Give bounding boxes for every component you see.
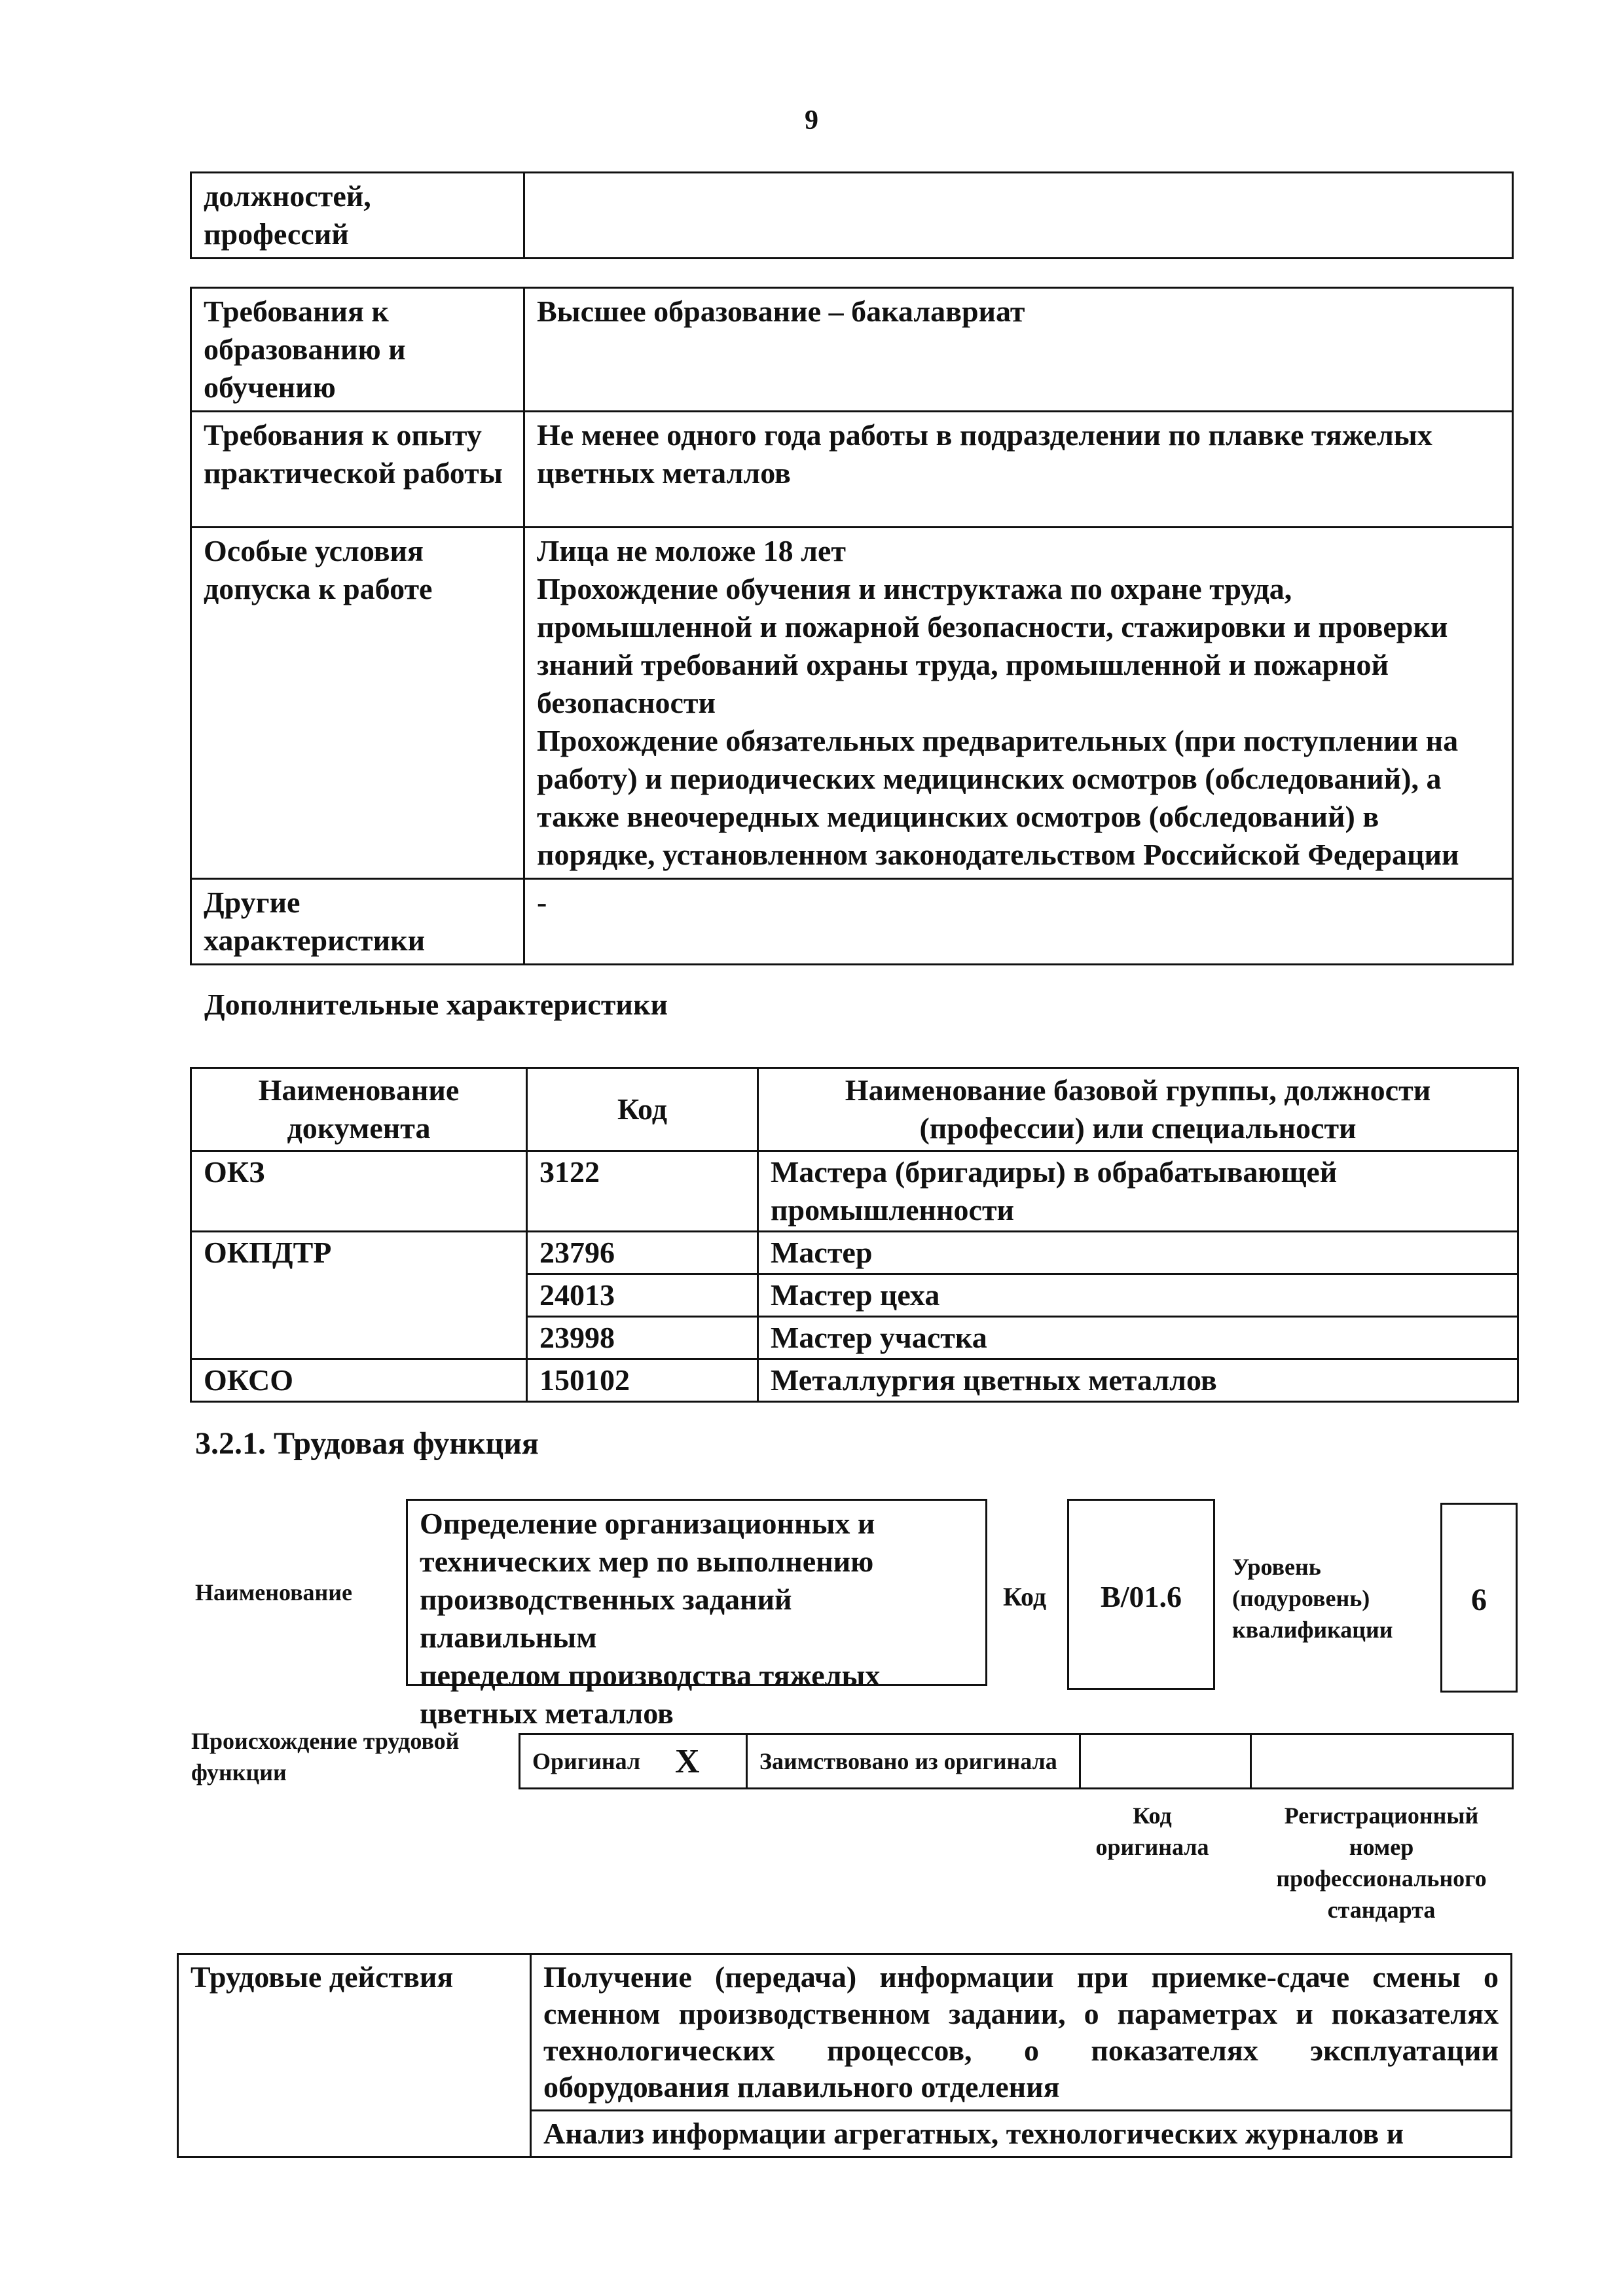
registration-number-cell: [1251, 1734, 1513, 1789]
labor-actions-table: [177, 1953, 1512, 2158]
additional-table: [190, 1067, 1519, 1403]
level-label: [1232, 1551, 1393, 1645]
requirement-line: Прохождение обучения и инструктажа по охране труда,: [537, 572, 1292, 605]
page-number: 9: [805, 105, 818, 135]
requirement-line: порядке, установленном законодательством Российской Федерации: [537, 838, 1459, 871]
requirement-value: [524, 412, 1513, 528]
requirement-line: знаний требований охраны труда, промышленной и пожарной: [537, 648, 1389, 681]
requirement-line: цветных металлов: [537, 456, 791, 490]
action-item: Анализ информации агрегатных, технологических журналов и: [531, 2111, 1512, 2157]
original-label: Оригинал: [520, 1734, 676, 1789]
registration-caption-line: Регистрационный: [1284, 1803, 1479, 1829]
header-code: Код: [527, 1068, 758, 1151]
table-row: [191, 1151, 1518, 1232]
doc-cell: ОКЗ: [191, 1151, 527, 1232]
function-name-line: технических мер по выполнению: [420, 1545, 874, 1578]
requirement-line: работу) и периодических медицинских осмотров (обследований), а: [537, 762, 1442, 795]
requirement-line: Высшее образование – бакалавриат: [537, 295, 1025, 328]
doc-cell: [191, 1317, 527, 1359]
origin-row: [520, 1734, 1513, 1789]
table-row: [191, 1274, 1518, 1317]
origin-label: [191, 1725, 459, 1788]
origin-label-line: функции: [191, 1759, 287, 1785]
requirement-line: безопасности: [537, 686, 716, 719]
registration-caption: [1244, 1800, 1519, 1926]
continuation-table: [190, 171, 1514, 259]
origin-table: [519, 1733, 1514, 1789]
level-label-line: (подуровень): [1232, 1585, 1370, 1611]
code-caption-line: Код: [1133, 1803, 1172, 1829]
function-code-label: Код: [1003, 1582, 1047, 1611]
requirement-row: [191, 288, 1513, 412]
labor-function-heading: 3.2.1. Трудовая функция: [195, 1426, 539, 1461]
action-row: [178, 1954, 1512, 2111]
function-name-label: Наименование: [195, 1579, 352, 1605]
requirement-value: [524, 879, 1513, 965]
requirement-label: Особые условия допуска к работе: [191, 528, 524, 879]
borrowed-label: Заимствовано из оригинала: [747, 1734, 1080, 1789]
table-row: [191, 1359, 1518, 1402]
function-name-line: переделом производства тяжелых: [420, 1659, 881, 1692]
code-cell: 150102: [527, 1359, 758, 1402]
requirement-row: [191, 879, 1513, 965]
requirement-row: [191, 528, 1513, 879]
registration-caption-line: стандарта: [1327, 1897, 1436, 1923]
requirement-label: Требования к опыту практической работы: [191, 412, 524, 528]
requirement-value: [524, 288, 1513, 412]
name-cell: Мастера (бригадиры) в обрабатывающей промышленности: [758, 1151, 1518, 1232]
requirement-line: -: [537, 886, 547, 919]
name-cell: Мастер цеха: [758, 1274, 1518, 1317]
code-cell: 3122: [527, 1151, 758, 1232]
original-mark: X: [675, 1734, 747, 1789]
code-cell: 23796: [527, 1232, 758, 1274]
registration-caption-line: профессионального: [1276, 1865, 1487, 1892]
continuation-label: должностей, профессий: [191, 173, 524, 259]
additional-header-row: [191, 1068, 1518, 1151]
code-cell: 23998: [527, 1317, 758, 1359]
additional-title: Дополнительные характеристики: [204, 988, 668, 1021]
table-row: [191, 1317, 1518, 1359]
original-code-cell: [1080, 1734, 1251, 1789]
function-code-box: B/01.6: [1067, 1499, 1215, 1690]
requirement-line: также внеочередных медицинских осмотров (обследований) в: [537, 800, 1379, 833]
function-name-box: [406, 1499, 987, 1730]
level-label-line: Уровень: [1232, 1554, 1321, 1580]
header-name: Наименование базовой группы, должности (профессии) или специальности: [758, 1068, 1518, 1151]
code-caption: [1087, 1800, 1218, 1863]
requirement-line: Лица не моложе 18 лет: [537, 534, 846, 567]
header-document: Наименование документа: [191, 1068, 527, 1151]
requirements-table: [190, 287, 1514, 965]
registration-caption-line: номер: [1349, 1834, 1414, 1860]
requirement-label: Требования к образованию и обучению: [191, 288, 524, 412]
requirement-line: Прохождение обязательных предварительных (при поступлении на: [537, 724, 1459, 757]
name-cell: Металлургия цветных металлов: [758, 1359, 1518, 1402]
doc-cell: [191, 1274, 527, 1317]
doc-cell: ОКПДТР: [191, 1232, 527, 1274]
function-name-line: производственных заданий плавильным: [420, 1583, 792, 1654]
origin-label-line: Происхождение трудовой: [191, 1728, 460, 1754]
doc-cell: ОКСО: [191, 1359, 527, 1402]
continuation-value: [524, 173, 1513, 259]
level-label-line: квалификации: [1232, 1617, 1393, 1643]
function-name-line: Определение организационных и: [420, 1507, 875, 1540]
action-item: Получение (передача) информации при приемке-сдаче смены о сменном производственном задании, о параметрах и показателях технологических процессов, о показателях эксплуатации оборудования плавильного отделения: [531, 1954, 1512, 2111]
code-caption-line: оригинала: [1095, 1834, 1209, 1860]
actions-label: Трудовые действия: [178, 1954, 531, 2157]
requirement-line: промышленной и пожарной безопасности, стажировки и проверки: [537, 610, 1448, 643]
requirement-label: Другие характеристики: [191, 879, 524, 965]
level-value-box: 6: [1440, 1503, 1518, 1693]
name-cell: Мастер участка: [758, 1317, 1518, 1359]
table-row: [191, 1232, 1518, 1274]
requirement-row: [191, 412, 1513, 528]
function-name-line: цветных металлов: [420, 1696, 674, 1730]
requirement-value: [524, 528, 1513, 879]
code-cell: 24013: [527, 1274, 758, 1317]
name-cell: Мастер: [758, 1232, 1518, 1274]
requirement-line: Не менее одного года работы в подразделении по плавке тяжелых: [537, 418, 1432, 452]
